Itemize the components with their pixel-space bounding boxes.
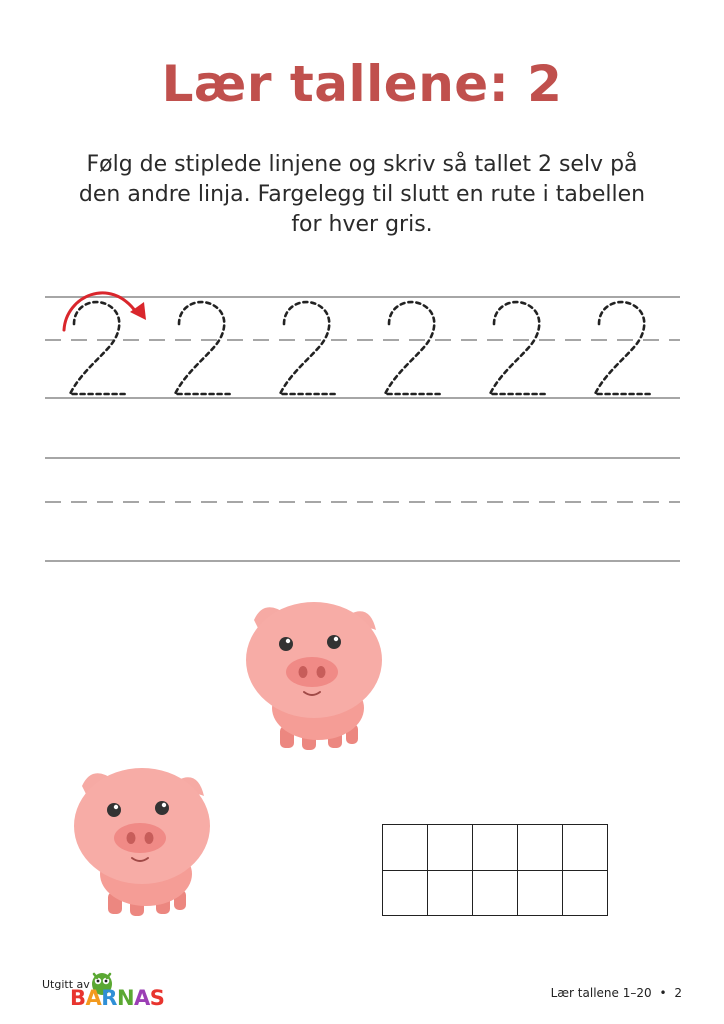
brand-letter: A [134, 986, 150, 1010]
page-title: Lær tallene: 2 [161, 55, 563, 113]
brand-letter: A [85, 986, 102, 1010]
tally-cell[interactable] [473, 871, 518, 917]
trace-digit-2[interactable] [385, 302, 441, 394]
trace-digit-2[interactable] [595, 302, 651, 394]
tally-cell[interactable] [563, 825, 608, 871]
tally-cell[interactable] [428, 825, 473, 871]
brand-letter: S [149, 986, 165, 1010]
tally-cell[interactable] [383, 871, 428, 917]
tally-table [382, 824, 608, 916]
tally-cell[interactable] [428, 871, 473, 917]
page-number: 2 [674, 986, 682, 1000]
publisher-prefix: Utgitt av [42, 978, 90, 991]
instruction-line-1: Følg de stiplede linjene og skriv så tallet 2 selv på [86, 152, 638, 177]
trace-digit-2[interactable] [280, 302, 336, 394]
instruction-line-3: for hver gris. [291, 212, 433, 237]
brand-letter: B [70, 986, 86, 1010]
tally-cell[interactable] [383, 825, 428, 871]
publisher-name [70, 986, 164, 1010]
series-name: Lær tallene 1–20 [550, 986, 652, 1000]
tally-cell[interactable] [473, 825, 518, 871]
page-footer [551, 986, 682, 1000]
brand-letter: R [101, 986, 117, 1010]
tally-cell[interactable] [518, 825, 563, 871]
trace-digit-2[interactable] [490, 302, 546, 394]
brand-letter: N [116, 986, 135, 1010]
tally-cell[interactable] [518, 871, 563, 917]
trace-digit-2[interactable] [175, 302, 231, 394]
footer-separator: • [659, 986, 667, 1000]
tally-cell[interactable] [563, 871, 608, 917]
pig-icon [246, 602, 382, 750]
pig-icon [74, 768, 210, 916]
trace-digit-2[interactable] [70, 302, 126, 394]
publisher-logo [42, 972, 172, 1012]
instruction-line-2: den andre linja. Fargelegg til slutt en rute i tabellen [78, 182, 646, 207]
